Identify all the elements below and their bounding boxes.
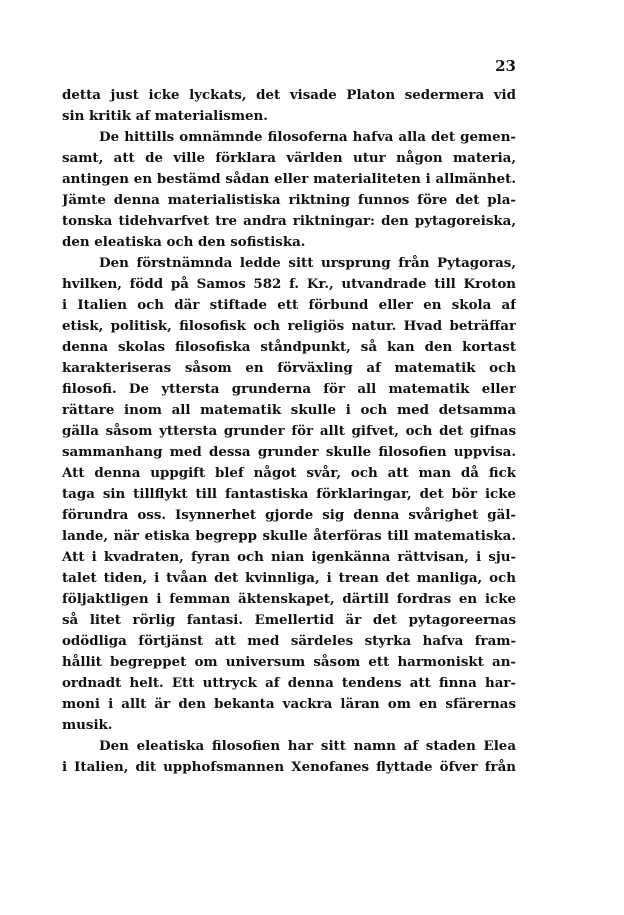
page-number: 23 [495, 57, 516, 75]
text-line: Att i kvadraten, fyran och nian igenkänna rättvisan, i sju- [62, 549, 516, 565]
text-line: Att denna uppgift blef något svår, och att man då fick [62, 465, 516, 481]
text-line: Den eleatiska filosofien har sitt namn af staden Elea [99, 738, 516, 754]
text-line: tonska tidehvarfvet tre andra riktningar: den pytagoreiska, [62, 213, 516, 229]
text-line: hvilken, född på Samos 582 f. Kr., utvandrade till Kroton [62, 276, 516, 292]
text-line: ordnadt helt. Ett uttryck af denna tendens att finna har- [62, 675, 516, 691]
text-line: sin kritik af materialismen. [62, 108, 268, 124]
text-line: talet tiden, i tvåan det kvinnliga, i trean det manliga, och [62, 570, 516, 586]
text-line: den eleatiska och den sofistiska. [62, 234, 306, 250]
text-line: musik. [62, 717, 113, 733]
text-line: förundra oss. Isynnerhet gjorde sig denna svårighet gäl- [62, 507, 516, 523]
text-line: sammanhang med dessa grunder skulle filosofien uppvisa. [62, 444, 516, 460]
text-line: i Italien, dit upphofsmannen Xenofanes flyttade öfver från [62, 759, 516, 775]
text-line: så litet rörlig fantasi. Emellertid är det pytagoreernas [62, 612, 516, 628]
text-line: De hittills omnämnde filosoferna hafva alla det gemen- [99, 129, 516, 145]
text-line: taga sin tillflykt till fantastiska förklaringar, det bör icke [62, 486, 516, 502]
text-line: samt, att de ville förklara världen utur någon materia, [62, 150, 516, 166]
text-line: Jämte denna materialistiska riktning funnos före det pla- [62, 192, 516, 208]
text-line: Den förstnämnda ledde sitt ursprung från Pytagoras, [99, 255, 516, 271]
text-line: rättare inom all matematik skulle i och med detsamma [62, 402, 516, 418]
text-line: följaktligen i femman äktenskapet, därtill fordras en icke [62, 591, 516, 607]
text-line: moni i allt är den bekanta vackra läran om en sfärernas [62, 696, 516, 712]
text-line: lande, när etiska begrepp skulle återföras till matematiska. [62, 528, 516, 544]
text-line: gälla såsom yttersta grunder för allt gifvet, och det gifnas [62, 423, 516, 439]
text-line: i Italien och där stiftade ett förbund eller en skola af [62, 297, 516, 313]
text-line: karakteriseras såsom en förväxling af matematik och [62, 360, 516, 376]
text-line: detta just icke lyckats, det visade Platon sedermera vid [62, 87, 516, 103]
text-line: filosofi. De yttersta grunderna för all matematik eller [62, 381, 516, 397]
text-line: etisk, politisk, filosofisk och religiös natur. Hvad beträffar [62, 318, 516, 334]
text-line: odödliga förtjänst att med särdeles styrka hafva fram- [62, 633, 516, 649]
text-line: denna skolas filosofiska ståndpunkt, så kan den kortast [62, 339, 516, 355]
text-line: antingen en bestämd sådan eller materialiteten i allmänhet. [62, 171, 516, 187]
text-line: hållit begreppet om universum såsom ett harmoniskt an- [62, 654, 516, 670]
body-text [62, 85, 516, 778]
